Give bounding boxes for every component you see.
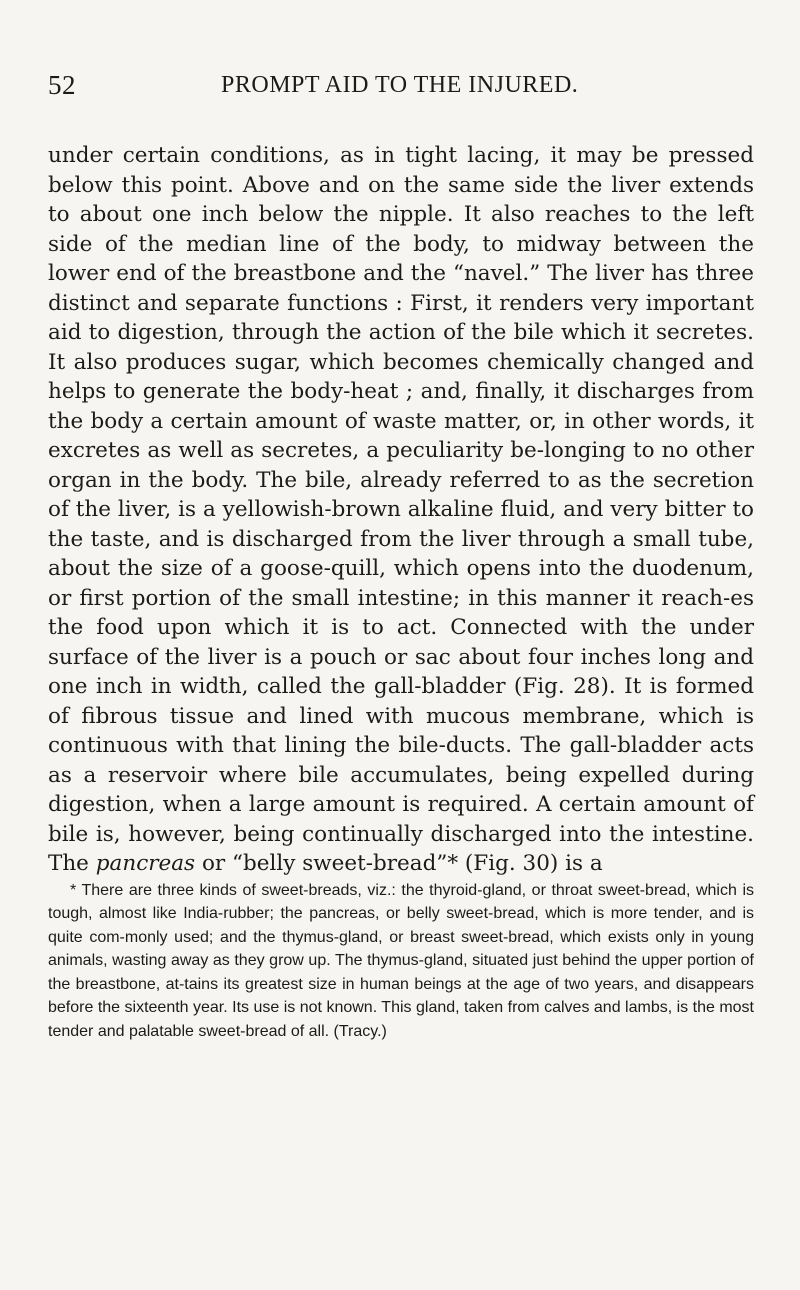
book-page xyxy=(48,70,754,1043)
footnote-text: * There are three kinds of sweet-breads, viz.: the thyroid-gland, or throat sweet-bread, which is tough, almost like India-rubber; the pancreas, or belly sweet-bread, which is more tender, and is quite com-monly used; and the thymus-gland, or breast sweet-bread, which exists only in young animals, wasting away as they grow up. The thymus-gland, situated just behind the upper portion of the breastbone, at-tains its greatest size in human beings at the age of two years, and disappears before the sixteenth year. Its use is not known. This gland, taken from calves and lambs, is the most tender and palatable sweet-bread of all. (Tracy.) xyxy=(48,881,754,1040)
italic-term: pancreas xyxy=(95,851,196,876)
paragraph-text-continued: or “belly sweet-bread”* (Fig. 30) is a xyxy=(201,851,603,876)
paragraph-text: under certain conditions, as in tight lacing, it may be pressed below this point. Above and on the same side the liver extends to about one inch below the nipple. It also reaches to the left side of the median line of the body, to midway between the lower end of the breastbone and the “navel.” The liver has three distinct and separate functions : First, it renders very important aid to digestion, through the action of the bile which it secretes. It also produces sugar, which becomes chemically changed and helps to generate the body-heat ; and, finally, it discharges from the body a certain amount of waste matter, or, in other words, it excretes as well as secretes, a peculiarity be-longing to no other organ in the body. The bile, already referred to as the secretion of the liver, is a yellowish-brown alkaline fluid, and very bitter to the taste, and is discharged from the liver through a small tube, about the size of a goose-quill, which opens into the duodenum, or first portion of the small intestine; in this manner it reach-es the food upon which it is to act. Connected with the under surface of the liver is a pouch or sac about four inches long and one inch in width, called the gall-bladder (Fig. 28). It is formed of fibrous tissue and lined with mucous membrane, which is continuous with that lining the bile-ducts. The gall-bladder acts as a reservoir where bile accumulates, being expelled during digestion, when a large amount is required. A certain amount of bile is, however, being continually discharged into the intestine. The xyxy=(48,143,754,876)
footnote xyxy=(48,879,754,1044)
running-head: PROMPT AID TO THE INJURED. xyxy=(221,72,579,98)
main-paragraph xyxy=(48,141,754,879)
page-header xyxy=(48,70,754,110)
body-text xyxy=(48,141,754,879)
page-number: 52 xyxy=(48,70,76,100)
